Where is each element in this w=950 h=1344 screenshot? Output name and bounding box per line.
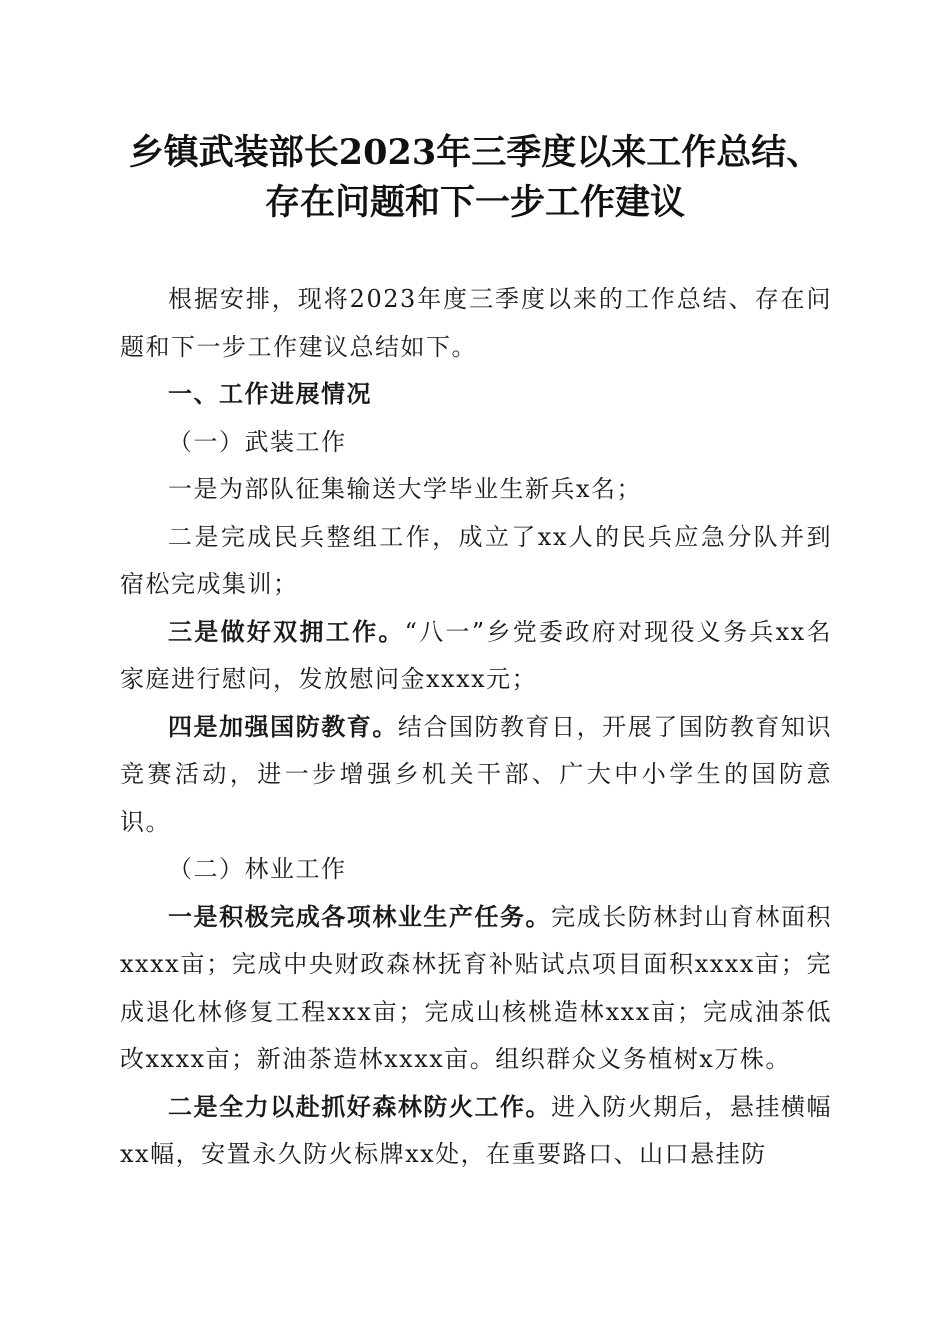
document-body: [120, 276, 832, 1179]
paragraph: [120, 894, 832, 1084]
paragraph: [120, 514, 832, 609]
section-heading: 一、工作进展情况: [168, 380, 372, 408]
paragraph-text: “八一”乡党委政府对现役义务兵xx名家庭进行慰问，发放慰问金xxxx元；: [120, 617, 833, 693]
paragraph-lead: 三是做好双拥工作。: [168, 617, 405, 646]
paragraph-text: 一是为部队征集输送大学毕业生新兵x名；: [168, 475, 643, 503]
paragraph: [120, 466, 832, 514]
paragraph-lead: 一是积极完成各项林业生产任务。: [168, 902, 552, 931]
intro-paragraph: 根据安排，现将2023年度三季度以来的工作总结、存在问题和下一步工作建议总结如下。: [120, 285, 832, 361]
subsection-heading: （二）林业工作: [168, 855, 347, 883]
paragraph: [120, 609, 832, 704]
paragraph-text: 进入防火期后，悬挂横幅xx幅，安置永久防火标牌xx处，在重要路口、山口悬挂防: [120, 1092, 833, 1168]
paragraph: [120, 704, 832, 847]
paragraph-text: 结合国防教育日，开展了国防教育知识竞赛活动，进一步增强乡机关干部、广大中小学生的国防意识。: [120, 712, 832, 836]
paragraph-lead: 二是全力以赴抓好森林防火工作。: [168, 1092, 552, 1121]
paragraph-lead: 四是加强国防教育。: [168, 712, 398, 741]
paragraph: [120, 1084, 832, 1179]
title-line-1: 乡镇武装部长2023年三季度以来工作总结、: [128, 132, 822, 173]
document-title: [60, 128, 890, 228]
title-line-2: 存在问题和下一步工作建议: [264, 182, 685, 223]
subsection-heading: （一）武装工作: [168, 427, 347, 456]
paragraph-text: 二是完成民兵整组工作，成立了xx人的民兵应急分队并到宿松完成集训；: [120, 522, 832, 598]
paragraph-text: 完成长防林封山育林面积xxxx亩；完成中央财政森林抚育补贴试点项目面积xxxx亩；完成退化林修复工程xxx亩；完成山核桃造林xxx亩；完成油茶低改xxxx亩；新油茶造林xxxx亩。组织群众义务植树x万株。: [120, 902, 833, 1073]
